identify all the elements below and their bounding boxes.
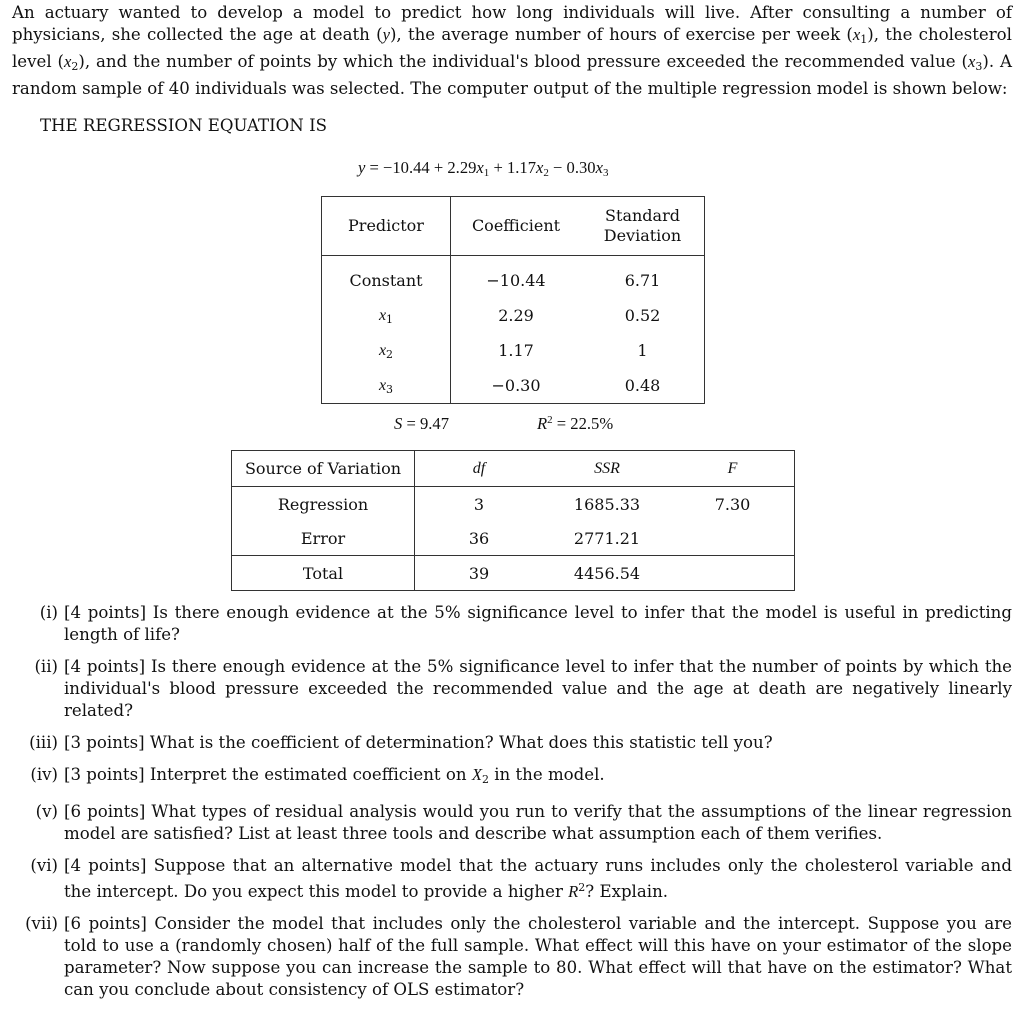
question-text: [6 points] Consider the model that includes only the cholesterol variable and the intercept. Suppose you are told to use a (randomly chosen) half of the full sample. What effect will this have on your estimator of the slope parameter? Now suppose you can increase the sample to 80. What effect will that have on the estimator? What can you conclude about consistency of OLS estimator?: [64, 914, 1012, 999]
table-row: [232, 556, 795, 591]
coef-value: −0.30: [491, 376, 541, 395]
anova-df: 3: [473, 494, 485, 514]
question-text: [64, 764, 1012, 791]
coef-value: 2.29: [498, 306, 534, 325]
eq-part-a: = −10.44 + 2.29: [365, 158, 477, 177]
question-number: (vii): [25, 914, 58, 933]
regression-equation: [358, 158, 608, 179]
coef-sd: 1: [637, 341, 648, 360]
eq-var-1: x: [476, 158, 484, 177]
eq-sub-2: 2: [543, 167, 549, 179]
eq-part-b: + 1.17: [489, 158, 536, 177]
list-item: [20, 801, 1012, 845]
anova-f: [671, 556, 795, 591]
coef-predictor: [322, 298, 451, 333]
coef-predictor: [322, 368, 451, 404]
anova-df: 39: [415, 556, 544, 591]
question-var: X: [471, 765, 482, 784]
question-var: R: [568, 882, 579, 901]
eq-sub-1: 1: [483, 167, 490, 179]
regression-heading: THE REGRESSION EQUATION IS: [40, 116, 328, 135]
var-x2: x: [64, 52, 72, 71]
stat-r2: [537, 414, 613, 434]
question-number: (vi): [30, 856, 58, 875]
coef-predictor: Constant: [322, 256, 451, 299]
coef-header-predictor: Predictor: [322, 197, 451, 256]
table-row: [232, 487, 795, 522]
stat-s-value: = 9.47: [402, 414, 449, 433]
table-row: [322, 333, 705, 368]
anova-f: 7.30: [714, 494, 751, 514]
coef-header-sd-line2: Deviation: [603, 226, 682, 245]
intro-text-5: ). A random sample of 40 individuals was selected. The computer output of the multiple regression model is shown below:: [12, 52, 1012, 98]
anova-source: Total: [232, 556, 415, 591]
question-text-b: ? Explain.: [585, 882, 669, 901]
list-item: [20, 732, 1012, 754]
stat-s-label: S: [394, 414, 403, 433]
stat-r2-value: = 22.5%: [552, 414, 614, 433]
anova-df: 36: [468, 528, 490, 548]
question-number: (i): [39, 603, 58, 622]
var-x3: x: [968, 52, 976, 71]
question-number: (iii): [29, 733, 58, 752]
stat-s: [394, 414, 449, 434]
eq-var-3: x: [595, 158, 603, 177]
coef-predictor-sub: 2: [386, 348, 394, 361]
intro-text-1: An actuary wanted to develop a model to predict how long individuals will live. After consulting a number of physicians, she collected the age at death (: [12, 3, 1012, 44]
coef-predictor: [322, 333, 451, 368]
question-text-a: [3 points] Interpret the estimated coefficient on: [64, 765, 472, 784]
coef-predictor-sub: 3: [386, 383, 394, 396]
anova-ssr: 4456.54: [543, 556, 671, 591]
coef-sd: 0.48: [624, 376, 661, 395]
anova-ssr: 2771.21: [573, 528, 641, 548]
question-text-a: [4 points] Suppose that an alternative model that the actuary runs includes only the cholesterol variable and the intercept. Do you expect this model to provide a higher: [64, 856, 1012, 901]
question-text: [6 points] What types of residual analysis would you run to verify that the assumptions of the linear regression model are satisfied? List at least three tools and describe what assumption each of them verifies.: [64, 802, 1012, 843]
question-text: [4 points] Is there enough evidence at the 5% significance level to infer that the number of points by which the individual's blood pressure exceeded the recommended value and the age at death are negatively linearly related?: [64, 657, 1012, 720]
question-number: (ii): [34, 657, 58, 676]
coef-header-sd: [581, 197, 705, 256]
question-var-sup: 2: [578, 881, 586, 894]
var-y: y: [382, 25, 390, 44]
anova-header-source: Source of Variation: [232, 451, 415, 487]
anova-header-df: df: [415, 451, 544, 487]
var-x1-sub: 1: [860, 33, 868, 46]
table-row: [322, 368, 705, 404]
coef-predictor-sub: 1: [386, 313, 394, 326]
intro-text-3: ), the cholesterol level (: [12, 25, 1012, 71]
coef-sd: 6.71: [624, 271, 661, 290]
coef-value: −10.44: [486, 271, 546, 290]
intro-paragraph: [12, 2, 1012, 100]
eq-part-c: − 0.30: [548, 158, 596, 177]
anova-source: Regression: [232, 487, 415, 522]
anova-header-row: [232, 451, 795, 487]
anova-header-ssr: SSR: [543, 451, 671, 487]
var-x3-sub: 3: [975, 60, 983, 73]
coef-predictor-var: x: [378, 377, 387, 394]
question-var-sub: 2: [481, 773, 489, 786]
question-number: (iv): [30, 765, 58, 784]
coefficient-table: [321, 196, 705, 404]
var-x1: x: [852, 25, 861, 44]
list-item: [20, 602, 1012, 646]
stat-r2-exp: 2: [547, 414, 553, 426]
table-row: [322, 298, 705, 333]
anova-header-f: F: [671, 451, 795, 487]
list-item: [20, 764, 1012, 791]
anova-table: [231, 450, 795, 591]
anova-source: Error: [232, 521, 415, 556]
coef-header-row: [322, 197, 705, 256]
list-item: [20, 913, 1012, 1001]
table-row: [322, 256, 705, 299]
intro-text-2: ), the average number of hours of exercise per week (: [389, 25, 853, 44]
question-list: [20, 602, 1012, 1011]
question-text: [4 points] Is there enough evidence at the 5% significance level to infer that the model is useful in predicting length of life?: [64, 603, 1012, 644]
var-x2-sub: 2: [71, 60, 79, 73]
question-text: [3 points] What is the coefficient of determination? What does this statistic tell you?: [64, 733, 773, 752]
stat-r2-label: R: [537, 414, 548, 433]
question-text-b: in the model.: [488, 765, 605, 784]
question-text: [64, 855, 1012, 903]
coef-value: 1.17: [498, 341, 534, 360]
intro-text-4: ), and the number of points by which the individual's blood pressure exceeded the recommended value (: [78, 52, 968, 71]
coef-predictor-var: x: [378, 307, 387, 324]
question-number: (v): [35, 802, 58, 821]
coef-sd: 0.52: [624, 306, 661, 325]
table-row: [232, 521, 795, 556]
eq-var-2: x: [536, 158, 544, 177]
anova-ssr: 1685.33: [573, 494, 641, 514]
anova-f: [671, 521, 795, 556]
eq-sub-3: 3: [602, 167, 609, 179]
list-item: [20, 656, 1012, 722]
coef-predictor-var: x: [378, 342, 387, 359]
coef-header-coefficient: Coefficient: [451, 197, 582, 256]
eq-lhs: y: [358, 158, 366, 177]
list-item: [20, 855, 1012, 903]
coef-header-sd-line1: Standard: [605, 206, 680, 225]
